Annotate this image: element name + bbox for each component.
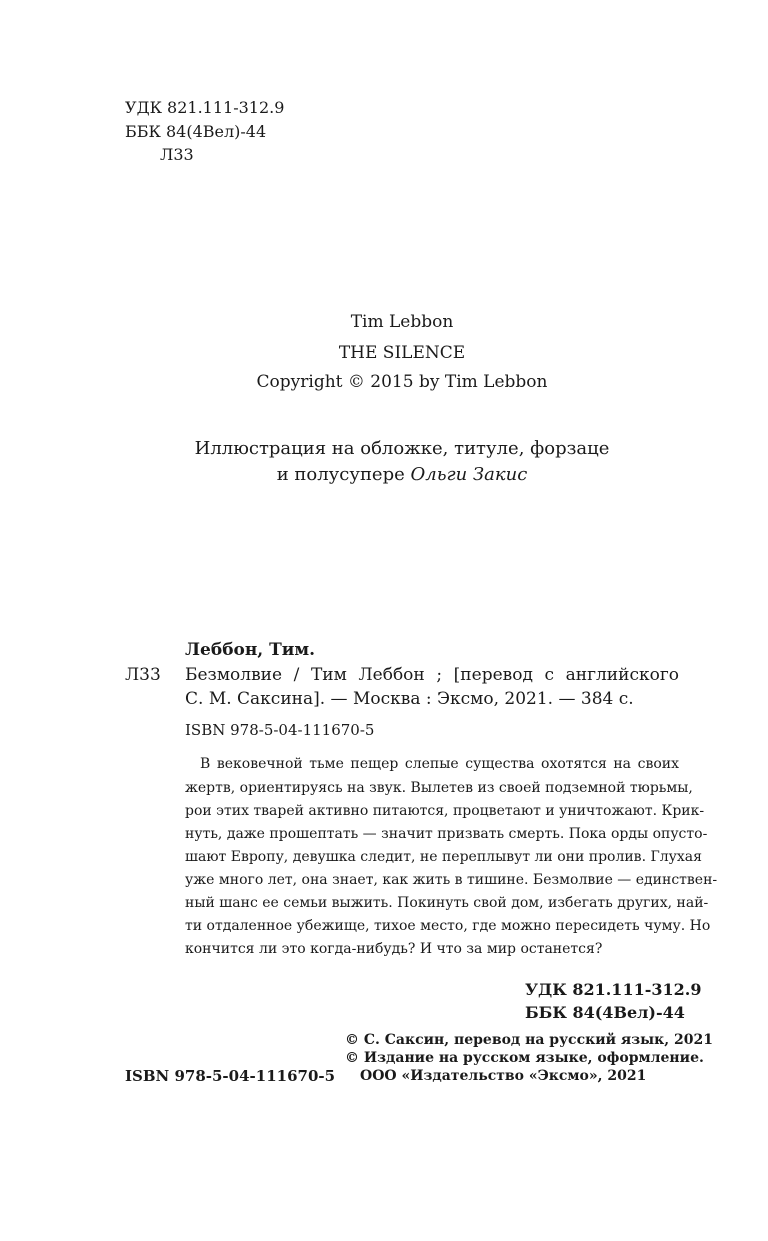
annotation-line: жертв, ориентируясь на звук. Вылетев из своей подземной тюрьмы, bbox=[185, 780, 693, 796]
bottom-isbn: ISBN 978-5-04-111670-5 bbox=[125, 1067, 336, 1085]
entry-description-line-1: Безмолвие / Тим Леббон ; [перевод с английского bbox=[185, 665, 679, 685]
annotation-line: кончится ли это когда-нибудь? И что за мир останется? bbox=[185, 941, 603, 957]
original-copyright: Copyright © 2015 by Tim Lebbon bbox=[256, 372, 548, 392]
udk-code: УДК 821.111-312.9 bbox=[125, 98, 285, 117]
bottom-bbk-code: ББК 84(4Вел)-44 bbox=[525, 1003, 685, 1022]
author-sign: Л33 bbox=[160, 145, 194, 164]
bbk-code: ББК 84(4Вел)-44 bbox=[125, 122, 267, 141]
copyright-line: © С. Саксин, перевод на русский язык, 2021 bbox=[345, 1032, 713, 1048]
entry-heading: Леббон, Тим. bbox=[185, 640, 316, 660]
annotation-line: ти отдаленное убежище, тихое место, где можно пересидеть чуму. Но bbox=[185, 918, 711, 934]
copyright-line: © Издание на русском языке, оформление. bbox=[345, 1050, 704, 1066]
annotation-line: ный шанс ее семьи выжить. Покинуть свой дом, избегать других, най- bbox=[185, 895, 709, 911]
copyright-line: ООО «Издательство «Эксмо», 2021 bbox=[360, 1068, 647, 1084]
annotation-line: шают Европу, девушка следит, не переплывут ли они пролив. Глухая bbox=[185, 849, 702, 865]
original-title: THE SILENCE bbox=[338, 343, 466, 363]
bottom-udk-code: УДК 821.111-312.9 bbox=[525, 980, 702, 999]
annotation-line: уже много лет, она знает, как жить в тишине. Безмолвие — единствен- bbox=[185, 872, 718, 888]
entry-isbn: ISBN 978-5-04-111670-5 bbox=[185, 721, 375, 739]
annotation-line: В вековечной тьме пещер слепые существа охотятся на своих bbox=[200, 756, 679, 772]
illustration-credit-line1: Иллюстрация на обложке, титуле, форзаце bbox=[194, 438, 610, 459]
illustration-credit-line2 bbox=[0, 464, 768, 485]
illustration-credit-prefix: и полусупере bbox=[276, 464, 411, 485]
annotation-line: нуть, даже прошептать — значит призвать смерть. Пока орды опусто- bbox=[185, 826, 708, 842]
entry-sign: Л33 bbox=[125, 665, 161, 685]
original-author: Tim Lebbon bbox=[350, 312, 454, 332]
annotation-line: рои этих тварей активно питаются, процветают и уничтожают. Крик- bbox=[185, 803, 705, 819]
entry-description-line-2: С. М. Саксина]. — Москва : Эксмо, 2021. — 384 с. bbox=[185, 689, 634, 709]
illustration-artist: Ольги Закис bbox=[410, 464, 528, 485]
